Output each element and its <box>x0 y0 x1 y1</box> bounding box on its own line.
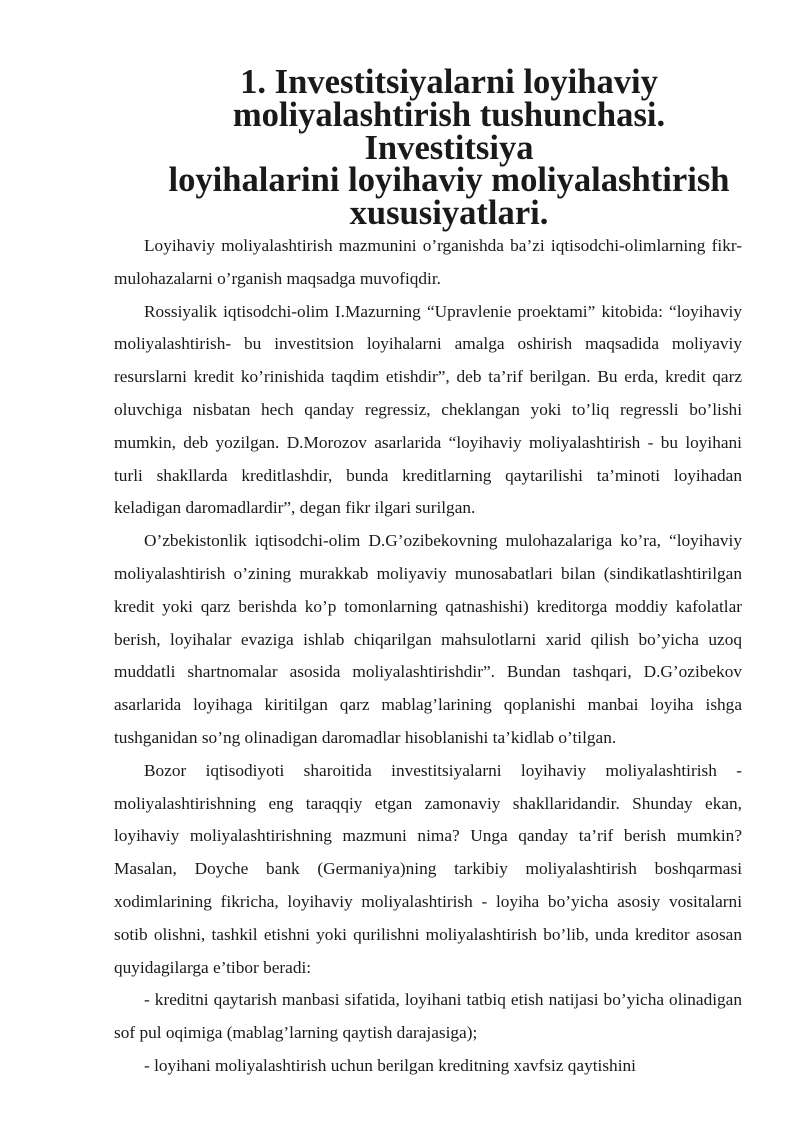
paragraph-3: O’zbekistonlik iqtisodchi-olim D.G’ozibekovning mulohazalariga ko’ra, “loyihaviy moliyalashtirish o’zining murakkab moliyaviy munosabatlari bilan (sindikatlashtirilgan kredit yoki qarz berishda ko’p tomonlarning qatnashishi) kreditorga moddiy kafolatlar berish, loyihalar evaziga ishlab chiqarilgan mahsulotlarni xarid qilish bo’yicha uzoq muddatli shartnomalar asosida moliyalashtirishdir”. Bundan tashqari, D.G’ozibekov asarlarida loyihaga kiritilgan qarz mablag’larining qoplanishi manbai loyiha ishga tushganidan so’ng olinadigan daromadlar hisoblanishi ta’kidlab o’tilgan. <box>114 531 742 747</box>
paragraph-4: Bozor iqtisodiyoti sharoitida investitsiyalarni loyihaviy moliyalashtirish - moliyalashtirishning eng taraqqiy etgan zamonaviy shakllaridandir. Shunday ekan, loyihaviy moliyalashtirishning mazmuni nima? Unga qanday ta’rif berish mumkin? Masalan, Doyche bank (Germaniya)ning tarkibiy moliyalashtirish boshqarmasi xodimlarining fikricha, loyihaviy moliyalashtirish - loyiha bo’yicha asosiy vositalarni sotib olishni, tashkil etishni yoki qurilishni moliyalashtirish bo’lib, unda kreditor asosan quyidagilarga e’tibor beradi: <box>114 760 742 977</box>
list-item-2: - loyihani moliyalashtirish uchun berilgan kreditning xavfsiz qaytishini <box>144 1055 636 1075</box>
paragraph-2: Rossiyalik iqtisodchi-olim I.Mazurning “Upravlenie proektami” kitobida: “loyihaviy moliyalashtirish- bu investitsion loyihalarni amalga oshirish maqsadida moliyaviy resurslarni kredit ko’rinishida taqdim etishdir”, deb ta’rif berilgan. Bu erda, kredit qarz oluvchiga nisbatan hech qanday regressiz, cheklangan yoki to’liq regressli bo’lishi mumkin, deb yozilgan. D.Morozov asarlarida “loyihaviy moliyalashtirish - bu loyihani turli shakllarda kreditlashdir, bunda kreditlarning qaytarilishi ta’minoti loyihadan keladigan daromadlardir”, degan fikr ilgari surilgan. <box>114 301 742 518</box>
list-item-1: - kreditni qaytarish manbasi sifatida, loyihani tatbiq etish natijasi bo’yicha olinadigan sof pul oqimiga (mablag’larning qaytish darajasiga); <box>114 990 742 1043</box>
section-heading-line-1: 1. Investitsiyalarni loyihaviy moliyalashtirish tushunchasi. Investitsiya <box>232 63 666 167</box>
section-heading-line-2: loyihalarini loyihaviy moliyalashtirish xususiyatlari. <box>168 161 730 233</box>
section-heading <box>114 63 742 233</box>
document-page <box>114 63 742 1083</box>
paragraph-1: Loyihaviy moliyalashtirish mazmunini o’rganishda ba’zi iqtisodchi-olimlarning fikr-mulohazalarni o’rganish maqsadga muvofiqdir. <box>114 235 742 288</box>
